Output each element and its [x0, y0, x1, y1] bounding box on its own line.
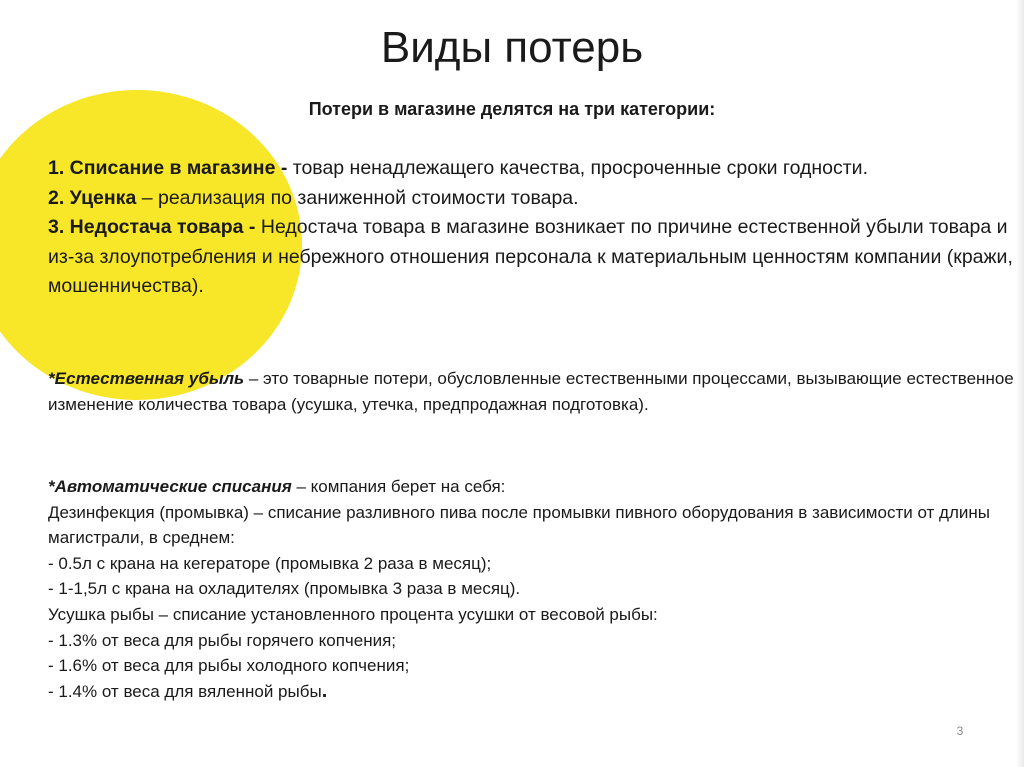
category-text: – реализация по заниженной стоимости товара.	[136, 186, 579, 209]
natural-loss-term: *Естественная убыль	[48, 369, 245, 388]
auto-writeoff-heading	[48, 474, 1018, 500]
category-text: Недостача товара в магазине возникает по причине естественной убыли товара и из-за злоупотребления и небрежного отношения персонала к материальным ценностям компании (кражи, мошенничества).	[48, 216, 1013, 297]
page-number: 3	[956, 724, 964, 738]
auto-writeoff-line: - 1-1,5л с крана на охладителях (промывка 3 раза в месяц).	[48, 579, 521, 599]
loss-categories-list	[48, 154, 1018, 302]
auto-writeoff-text: – компания берет на себя:	[291, 477, 506, 496]
category-item	[48, 154, 1018, 184]
auto-writeoff-last-text: - 1.4% от веса для вяленной рыбы	[48, 681, 322, 701]
category-term: 3. Недостача товара -	[48, 216, 256, 238]
auto-writeoff-line: - 1.6% от веса для рыбы холодного копчения;	[48, 656, 410, 676]
auto-writeoff-last-dot: .	[321, 679, 328, 702]
natural-loss-paragraph	[48, 366, 1018, 417]
category-item	[48, 184, 1018, 214]
category-text: товар ненадлежащего качества, просроченные сроки годности.	[287, 157, 868, 179]
natural-loss-text: – это товарные потери, обусловленные естественными процессами, вызывающие естественное изменение количества товара (усушка, утечка, предпродажная подготовка).	[48, 369, 1014, 414]
natural-loss-note	[48, 366, 1018, 417]
auto-writeoff-note	[48, 474, 1018, 704]
auto-writeoff-line: Усушка рыбы – списание установленного процента усушки от весовой рыбы:	[48, 604, 658, 624]
auto-writeoff-term: *Автоматические списания	[48, 477, 292, 496]
category-term: 1. Списание в магазине -	[48, 157, 288, 179]
slide-title: Виды потерь	[380, 23, 644, 72]
auto-writeoff-line	[48, 679, 1018, 705]
auto-writeoff-line: - 1.3% от веса для рыбы горячего копчения;	[48, 630, 397, 650]
category-term: 2. Уценка	[48, 186, 137, 209]
auto-writeoff-line: - 0.5л с крана на кегераторе (промывка 2 раза в месяц);	[48, 553, 492, 573]
category-item	[48, 213, 1018, 302]
auto-writeoff-line: Дезинфекция (промывка) – списание разливного пива после промывки пивного оборудования в зависимости от длины магистрали, в среднем:	[48, 502, 990, 548]
slide-subtitle: Потери в магазине делятся на три категории:	[308, 99, 716, 119]
